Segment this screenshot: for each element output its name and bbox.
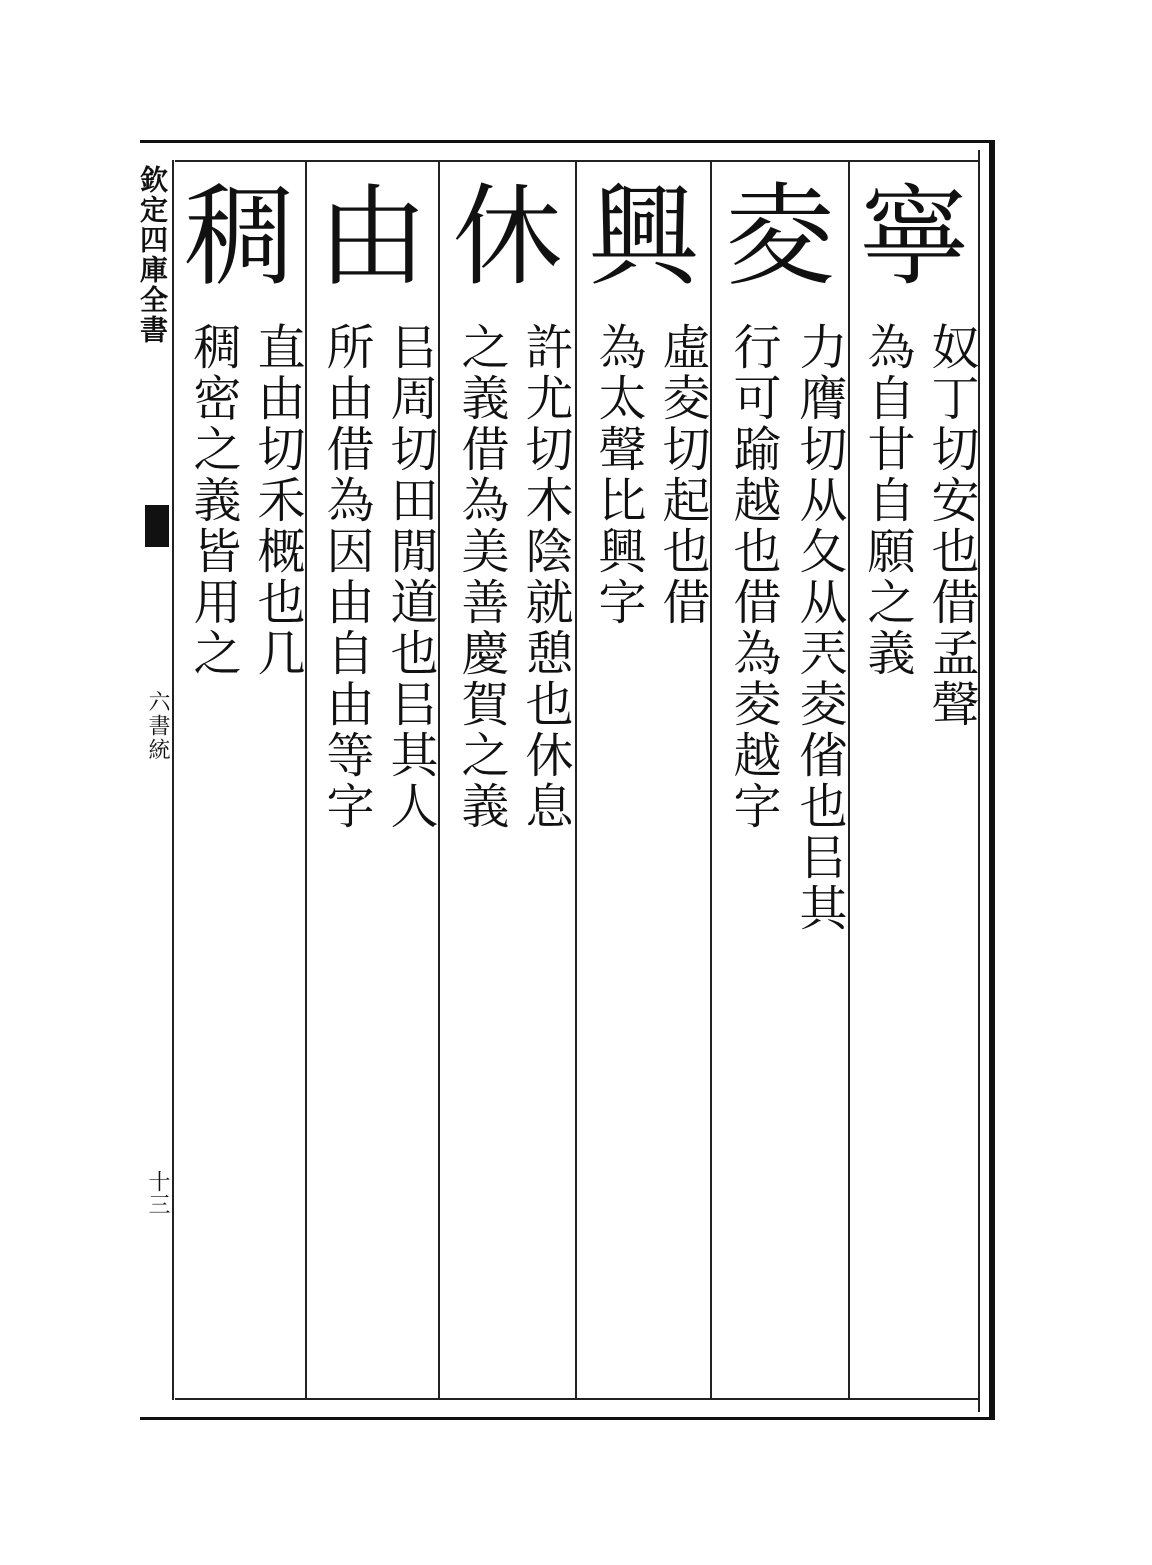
seal-character: 由 bbox=[317, 173, 428, 301]
collection-title: 欽定四庫全書 bbox=[136, 165, 169, 345]
dictionary-entry bbox=[712, 162, 848, 1398]
gloss-line: 為太聲比興字 bbox=[590, 322, 646, 628]
dictionary-entry bbox=[850, 162, 978, 1398]
seal-character: 寧 bbox=[859, 173, 969, 301]
dictionary-entry bbox=[174, 162, 305, 1398]
seal-character: 夌 bbox=[725, 173, 835, 301]
gloss-line: 奴丁切安也借孟聲 bbox=[923, 322, 979, 730]
gloss-line: 之義借為美善慶賀之義 bbox=[453, 322, 509, 832]
dictionary-entry bbox=[307, 162, 438, 1398]
fishtail-mark bbox=[145, 505, 169, 547]
gloss-line: 虛夌切起也借 bbox=[654, 322, 710, 628]
gloss-line: 許尤切木陰就憩也休息 bbox=[517, 322, 573, 832]
book-title: 六書統 bbox=[145, 690, 170, 762]
seal-character: 興 bbox=[588, 173, 699, 301]
dictionary-entry bbox=[577, 162, 710, 1398]
gloss-line: 行可踰越也借為夌越字 bbox=[725, 322, 781, 832]
dictionary-entry bbox=[440, 162, 575, 1398]
frame-rule-bottom bbox=[175, 1398, 980, 1400]
gloss-line: 力膺切从夂从兲夌偗也㠯其 bbox=[791, 322, 847, 934]
gloss-line: 直由切禾概也几 bbox=[249, 322, 305, 679]
gloss-line: 所由借為因由自由等字 bbox=[318, 322, 374, 832]
seal-character: 稠 bbox=[184, 173, 295, 301]
gloss-line: 稠密之義皆用之 bbox=[185, 322, 241, 679]
gloss-line: 為自甘自願之義 bbox=[859, 322, 915, 679]
seal-character: 休 bbox=[452, 173, 563, 301]
gloss-line: 㠯周切田閒道也㠯其人 bbox=[382, 322, 438, 832]
page-number: 十三 bbox=[145, 1170, 170, 1216]
